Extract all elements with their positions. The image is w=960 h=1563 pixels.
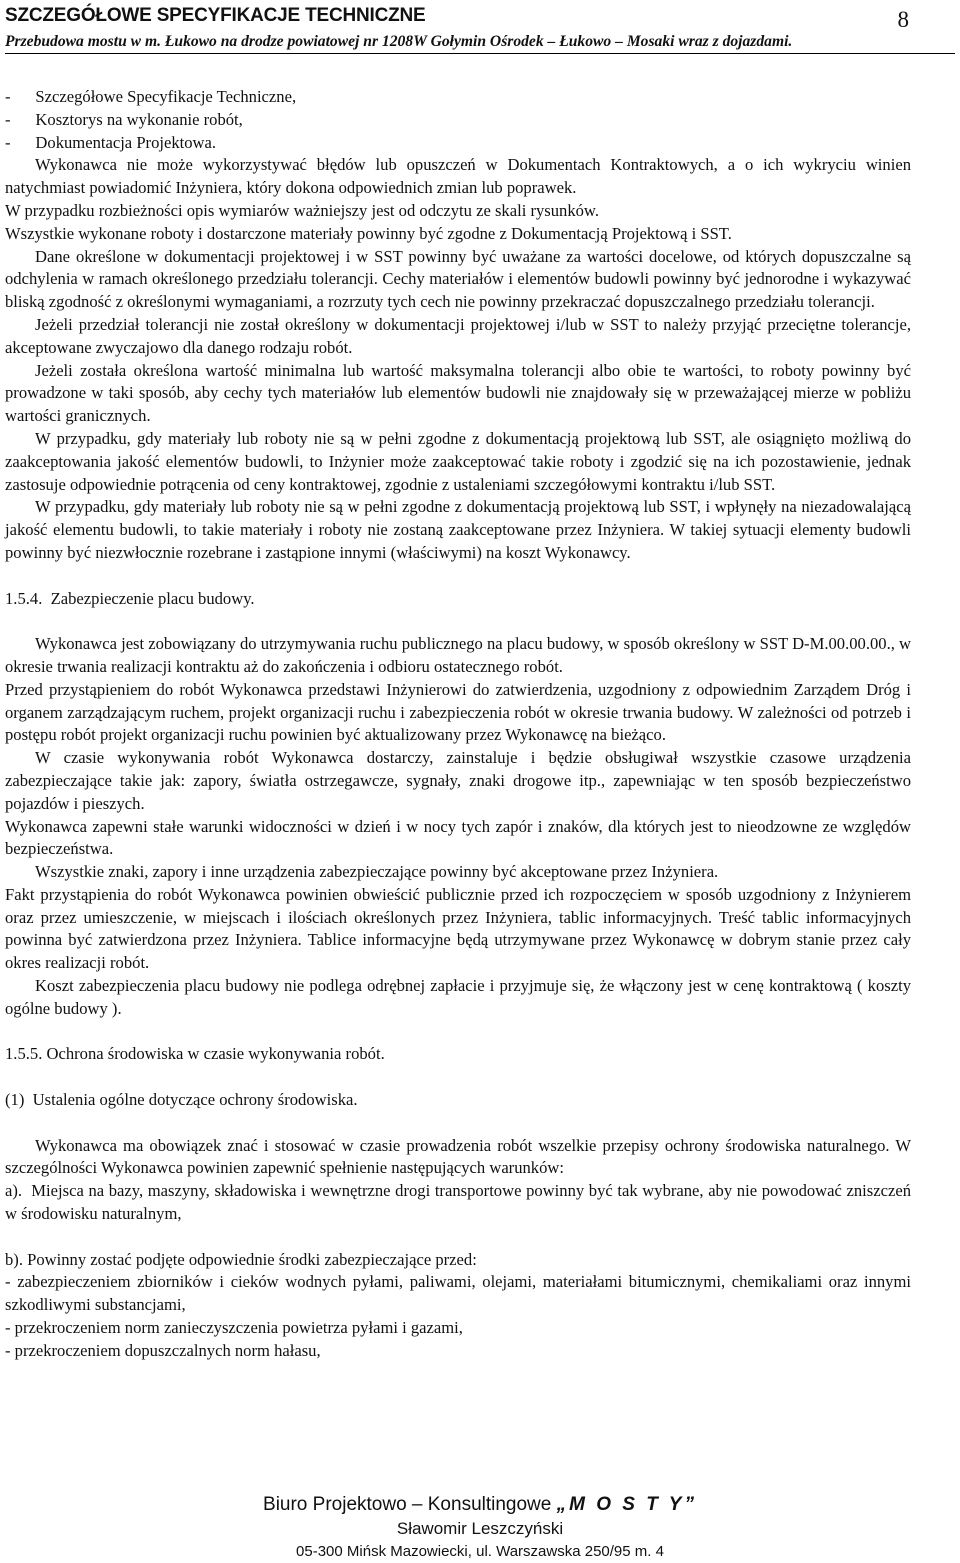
- paragraph: Wykonawca zapewni stałe warunki widoczności w dzień i w nocy tych zapór i znaków, dla których jest to nieodzowne ze względów bezpieczeństwa.: [5, 816, 911, 859]
- paragraph: Wykonawca jest zobowiązany do utrzymywania ruchu publicznego na placu budowy, w sposób określony w SST D-M.00.00.00., w okresie trwania realizacji kontraktu aż do zakończenia i odbioru ostatecznego robót.: [5, 634, 911, 676]
- list-item: - Dokumentacja Projektowa.: [5, 132, 217, 152]
- paragraph: Wykonawca nie może wykorzystywać błędów lub opuszczeń w Dokumentach Kontraktowych, a o ich wykryciu winien natychmiast powiadomić Inżyniera, który dokona odpowiednich zmian lub poprawek.: [5, 155, 911, 198]
- list-item: - zabezpieczeniem zbiorników i cieków wodnych pyłami, paliwami, olejami, materiałami bitumicznymi, chemikaliami oraz innymi szkodliwymi substancjami,: [5, 1272, 911, 1315]
- list-item: - przekroczeniem norm zanieczyszczenia powietrza pyłami i gazami,: [5, 1318, 463, 1338]
- paragraph: a). Miejsca na bazy, maszyny, składowiska i wewnętrzne drogi transportowe powinny być tak wybrane, aby nie powodować zniszczeń w środowisku naturalnym,: [5, 1181, 911, 1224]
- paragraph: Wszystkie wykonane roboty i dostarczone materiały powinny być zgodne z Dokumentacją Projektową i SST.: [5, 223, 732, 243]
- page-number: 8: [897, 7, 909, 32]
- footer-person: Sławomir Leszczyński: [396, 1519, 564, 1538]
- paragraph: b). Powinny zostać podjęte odpowiednie środki zabezpieczające przed:: [5, 1249, 477, 1269]
- footer-address: 05-300 Mińsk Mazowiecki, ul. Warszawska 250/95 m. 4: [296, 1543, 664, 1560]
- paragraph: Jeżeli została określona wartość minimalna lub wartość maksymalna tolerancji albo obie te wartości, to roboty powinny być prowadzone w taki sposób, aby cechy tych materiałów lub elementów budowli nie znajdowały się w przeważającej mierze w pobliżu wartości granicznych.: [5, 360, 911, 426]
- list-item: - Szczegółowe Specyfikacje Techniczne,: [5, 87, 297, 106]
- paragraph: Fakt przystąpienia do robót Wykonawca powinien obwieścić publicznie przed ich rozpoczęciem w sposób uzgodniony z Inżynierem oraz przez umieszczenie, w miejscach i ilościach określonych przez Inżyniera, tablic informacyjnych. Treść tablic informacyjnych powinna być zatwierdzona przez Inżyniera. Tablice informacyjne będą utrzymywane przez Wykonawcę w dobrym stanie przez cały okres realizacji robót.: [5, 884, 911, 973]
- paragraph: W czasie wykonywania robót Wykonawca dostarczy, zainstaluje i będzie obsługiwał wszystkie czasowe urządzenia zabezpieczające takie jak: zapory, światła ostrzegawcze, sygnały, znaki drogowe itp., zapewniając w ten sposób bezpieczeństwo pojazdów i pieszych.: [5, 748, 911, 813]
- document-body: [5, 86, 911, 1363]
- page-header: [5, 2, 955, 54]
- page-footer: [0, 1492, 960, 1562]
- paragraph: Wykonawca ma obowiązek znać i stosować w czasie prowadzenia robót wszelkie przepisy ochrony środowiska naturalnego. W szczególności Wykonawca powinien zapewnić spełnienie następujących warunków:: [5, 1135, 911, 1178]
- list-item: - przekroczeniem dopuszczalnych norm hałasu,: [5, 1340, 321, 1360]
- paragraph: W przypadku, gdy materiały lub roboty nie są w pełni zgodne z dokumentacją projektową lub SST, i wpłynęły na niezadowalającą jakość elementu budowli, to takie materiały i roboty nie zostaną zaakceptowane przez Inżyniera. W takiej sytuacji elementy budowli powinny być niezwłocznie rozebrane i zastąpione innymi (właściwymi) na koszt Wykonawcy.: [5, 497, 911, 562]
- project-subtitle: Przebudowa mostu w m. Łukowo na drodze powiatowej nr 1208W Gołymin Ośrodek – Łukowo – Mosaki wraz z dojazdami.: [5, 33, 793, 50]
- paragraph: W przypadku rozbieżności opis wymiarów ważniejszy jest od odczytu ze skali rysunków.: [5, 200, 599, 220]
- footer-company-name: Biuro Projektowo – Konsultingowe: [263, 1494, 557, 1515]
- paragraph: W przypadku, gdy materiały lub roboty nie są w pełni zgodne z dokumentacją projektową lub SST, ale osiągnięto możliwą do zaakceptowania jakość elementów budowli, to Inżynier może zaakceptować takie roboty i zgodzić się na ich pozostawienie, jednak zastosuje odpowiednie potrącenia od ceny kontraktowej, zgodnie z ustaleniami szczegółowymi kontraktu i/lub SST.: [5, 428, 911, 494]
- section-heading: 1.5.5. Ochrona środowiska w czasie wykonywania robót.: [5, 1044, 385, 1064]
- list-item: - Kosztorys na wykonanie robót,: [5, 109, 243, 129]
- section-heading: 1.5.4. Zabezpieczenie placu budowy.: [5, 588, 255, 608]
- paragraph: Wszystkie znaki, zapory i inne urządzenia zabezpieczające powinny być akceptowane przez Inżyniera.: [35, 862, 719, 882]
- document-title: SZCZEGÓŁOWE SPECYFIKACJE TECHNICZNE: [5, 5, 426, 26]
- paragraph: Jeżeli przedział tolerancji nie został określony w dokumentacji projektowej i/lub w SST to należy przyjąć przeciętne tolerancje, akceptowane zwyczajowo dla danego rodzaju robót.: [5, 314, 911, 357]
- subsection-heading: (1) Ustalenia ogólne dotyczące ochrony środowiska.: [5, 1090, 358, 1110]
- paragraph: Przed przystąpieniem do robót Wykonawca przedstawi Inżynierowi do zatwierdzenia, uzgodniony z odpowiednim Zarządem Dróg i organem zarządzającym ruchem, projekt organizacji ruchu i zabezpieczenia robót w okresie trwania budowy. W zależności od potrzeb i postępu robót projekt organizacji ruchu powinien być aktualizowany przez Wykonawcę na bieżąco.: [5, 679, 911, 745]
- footer-company: [0, 1492, 960, 1518]
- footer-brand: „M O S T Y”: [556, 1494, 697, 1515]
- paragraph: Dane określone w dokumentacji projektowej i w SST powinny być uważane za wartości docelowe, od których dopuszczalne są odchylenia w ramach określonego przedziału tolerancji. Cechy materiałów i elementów budowli powinny być jednorodne i wykazywać bliską zgodność z określonymi wymaganiami, a rozrzuty tych cech nie powinny przekraczać dopuszczalnego przedziału tolerancji.: [5, 246, 911, 312]
- header-divider: [5, 53, 955, 54]
- paragraph: Koszt zabezpieczenia placu budowy nie podlega odrębnej zapłacie i przyjmuje się, że włączony jest w cenę kontraktową ( koszty ogólne budowy ).: [5, 976, 911, 1018]
